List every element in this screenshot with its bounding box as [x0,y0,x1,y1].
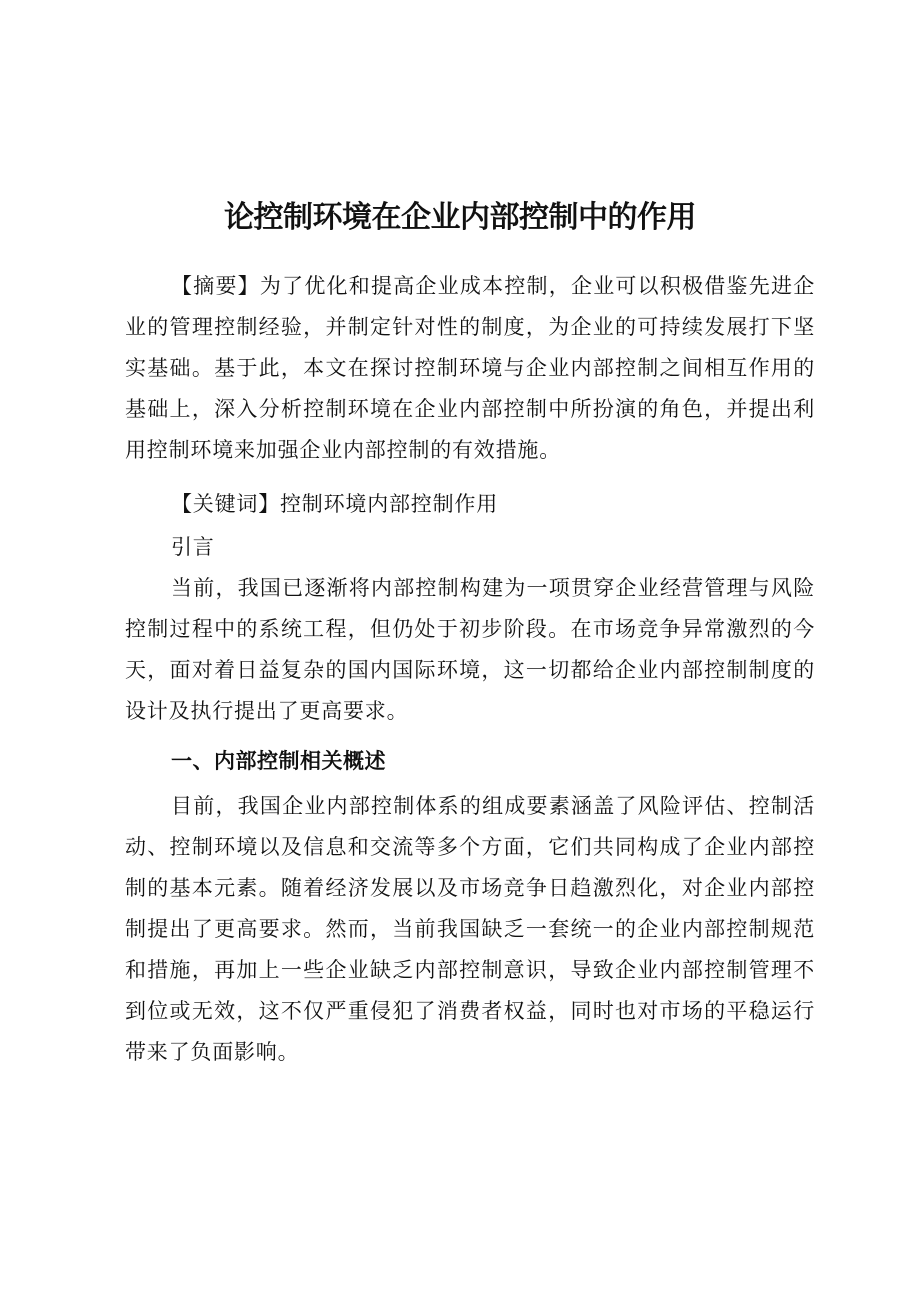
abstract-paragraph: 【摘要】为了优化和提高企业成本控制，企业可以积极借鉴先进企业的管理控制经验，并制定针对性的制度，为企业的可持续发展打下坚实基础。基于此，本文在探讨控制环境与企业内部控制之间相互作用的基础上，深入分析控制环境在企业内部控制中所扮演的角色，并提出利用控制环境来加强企业内部控制的有效措施。 [125,274,815,462]
keywords-line: 【关键词】控制环境内部控制作用 [171,492,498,516]
section-1-paragraph: 目前，我国企业内部控制体系的组成要素涵盖了风险评估、控制活动、控制环境以及信息和交流等多个方面，它们共同构成了企业内部控制的基本元素。随着经济发展以及市场竞争日趋激烈化，对企业内部控制提出了更高要求。然而，当前我国缺乏一套统一的企业内部控制规范和措施，再加上一些企业缺乏内部控制意识，导致企业内部控制管理不到位或无效，这不仅严重侵犯了消费者权益，同时也对市场的平稳运行带来了负面影响。 [125,794,815,1064]
section-1-heading: 一、内部控制相关概述 [171,749,386,773]
document-title: 论控制环境在企业内部控制中的作用 [224,200,696,236]
intro-label: 引言 [171,535,215,559]
intro-paragraph: 当前，我国已逐渐将内部控制构建为一项贯穿企业经营管理与风险控制过程中的系统工程，但仍处于初步阶段。在市场竞争异常激烈的今天，面对着日益复杂的国内国际环境，这一切都给企业内部控制制度的设计及执行提出了更高要求。 [125,576,815,723]
